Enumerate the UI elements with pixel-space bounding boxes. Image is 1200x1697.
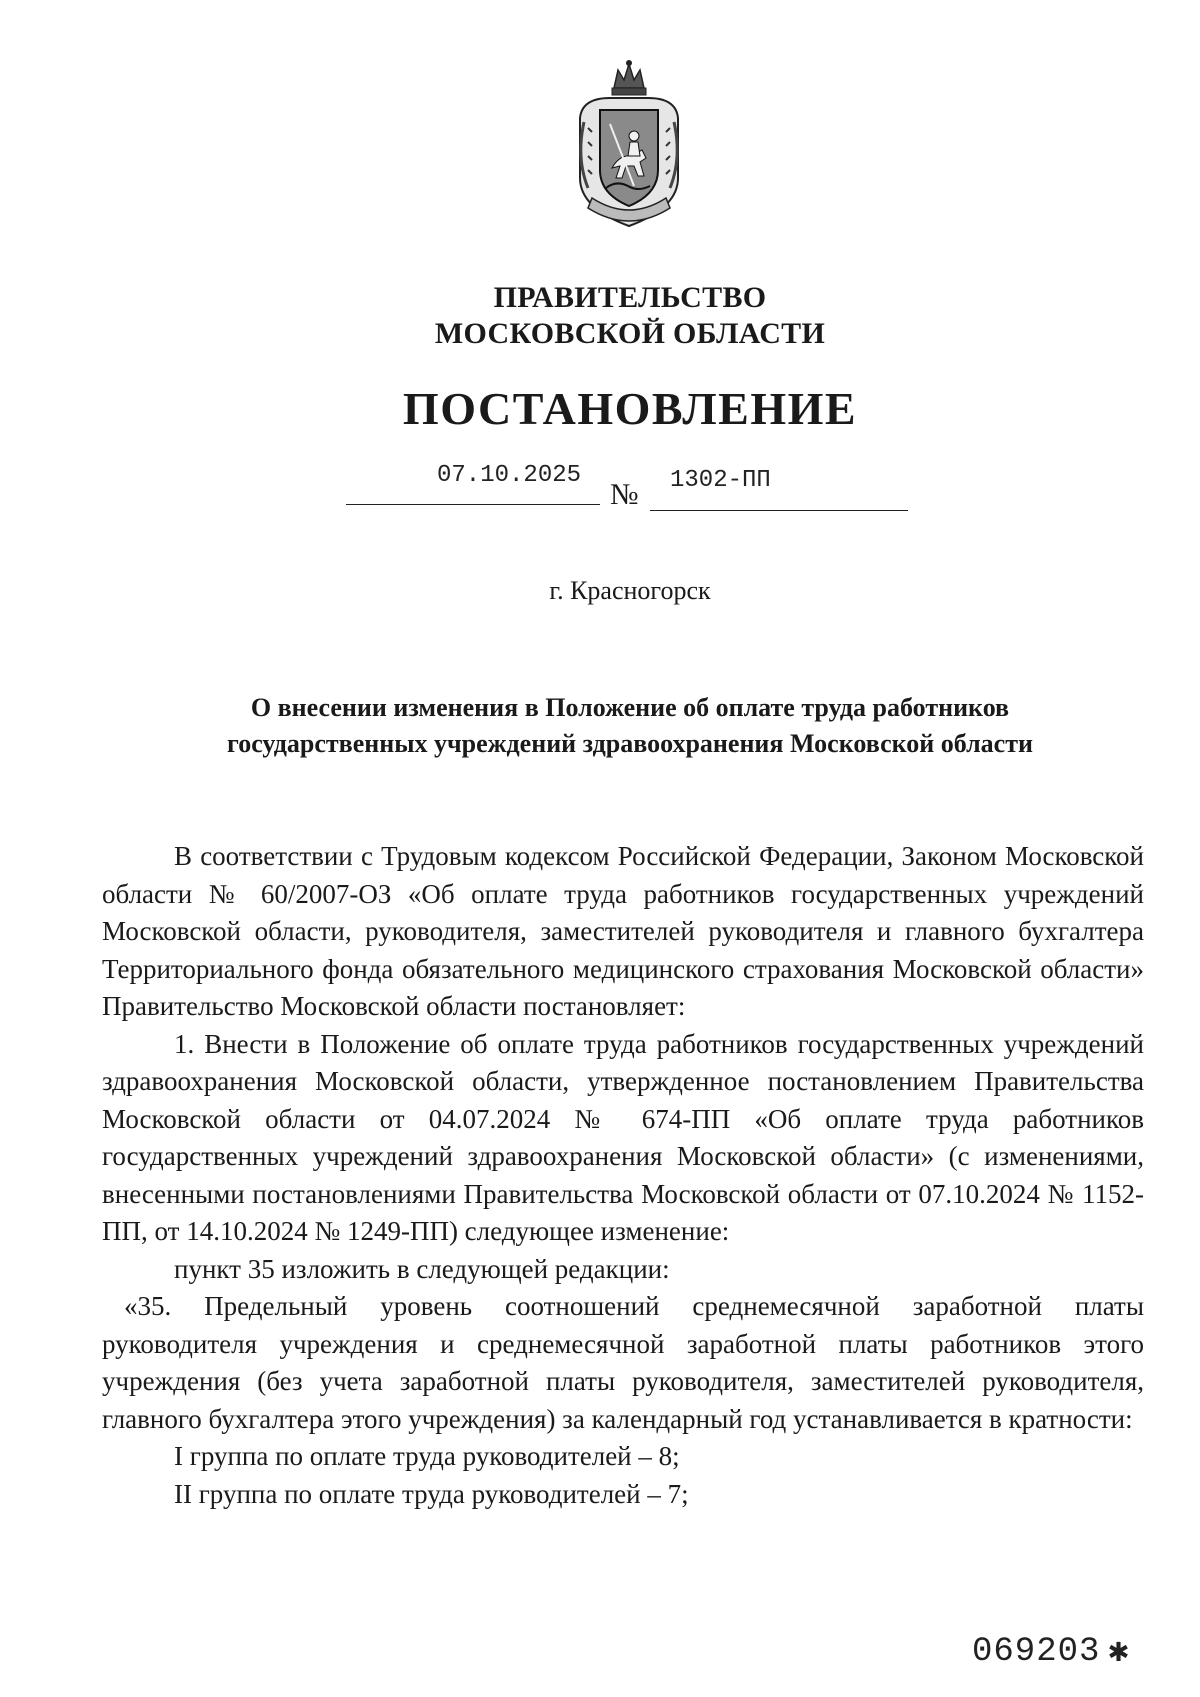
document-title-line1: О внесении изменения в Положение об оплате труда работников: [250, 693, 1010, 722]
number-underline: [650, 510, 908, 511]
document-body: [102, 838, 1144, 1513]
body-paragraph-5: I группа по оплате труда руководителей – 8;: [174, 1441, 680, 1471]
coat-of-arms-icon: [570, 58, 688, 230]
number-sign: №: [610, 478, 639, 511]
government-name-line1: ПРАВИТЕЛЬСТВО: [493, 281, 767, 314]
document-number: 1302-ПП: [670, 467, 771, 494]
government-name-line2: МОСКОВСКОЙ ОБЛАСТИ: [434, 317, 826, 350]
document-date: 07.10.2025: [437, 462, 582, 489]
body-paragraph-6: II группа по оплате труда руководителей – 7;: [174, 1478, 689, 1509]
city: г. Красногорск: [549, 576, 711, 605]
document-type: ПОСТАНОВЛЕНИЕ: [402, 383, 858, 434]
serial-number-stamp: [972, 1630, 1130, 1672]
document-title-line2: государственных учреждений здравоохранения Московской области: [227, 729, 1033, 758]
date-underline: [346, 504, 600, 505]
serial-number: 069203: [972, 1632, 1101, 1671]
body-paragraph-3: пункт 35 изложить в следующей редакции:: [174, 1253, 670, 1284]
body-paragraph-1: В соответствии с Трудовым кодексом Российской Федерации, Законом Московской области № 60/2007-ОЗ «Об оплате труда работников государственных учреждений Московской области, руководителя, заместителей руководителя и главного бухгалтера Территориального фонда обязательного медицинского страхования Московской области» Правительство Московской области постановляет:: [102, 841, 1144, 1021]
body-paragraph-2: 1. Внести в Положение об оплате труда работников государственных учреждений здравоохранения Московской области, утвержденное постановлением Правительства Московской области от 04.07.2024 № 674-ПП «Об оплате труда работников государственных учреждений здравоохранения Московской области» (с изменениями, внесенными постановлениями Правительства Московской области от 07.10.2024 № 1152-ПП, от 14.10.2024 № 1249-ПП) следующее изменение:: [102, 1028, 1144, 1246]
body-paragraph-4: «35. Предельный уровень соотношений среднемесячной заработной платы руководителя учреждения и среднемесячной заработной платы работников этого учреждения (без учета заработной платы руководителя, заместителей руководителя, главного бухгалтера этого учреждения) за календарный год устанавливается в кратности:: [102, 1291, 1144, 1434]
asterisk-icon: ✱: [1108, 1634, 1130, 1672]
